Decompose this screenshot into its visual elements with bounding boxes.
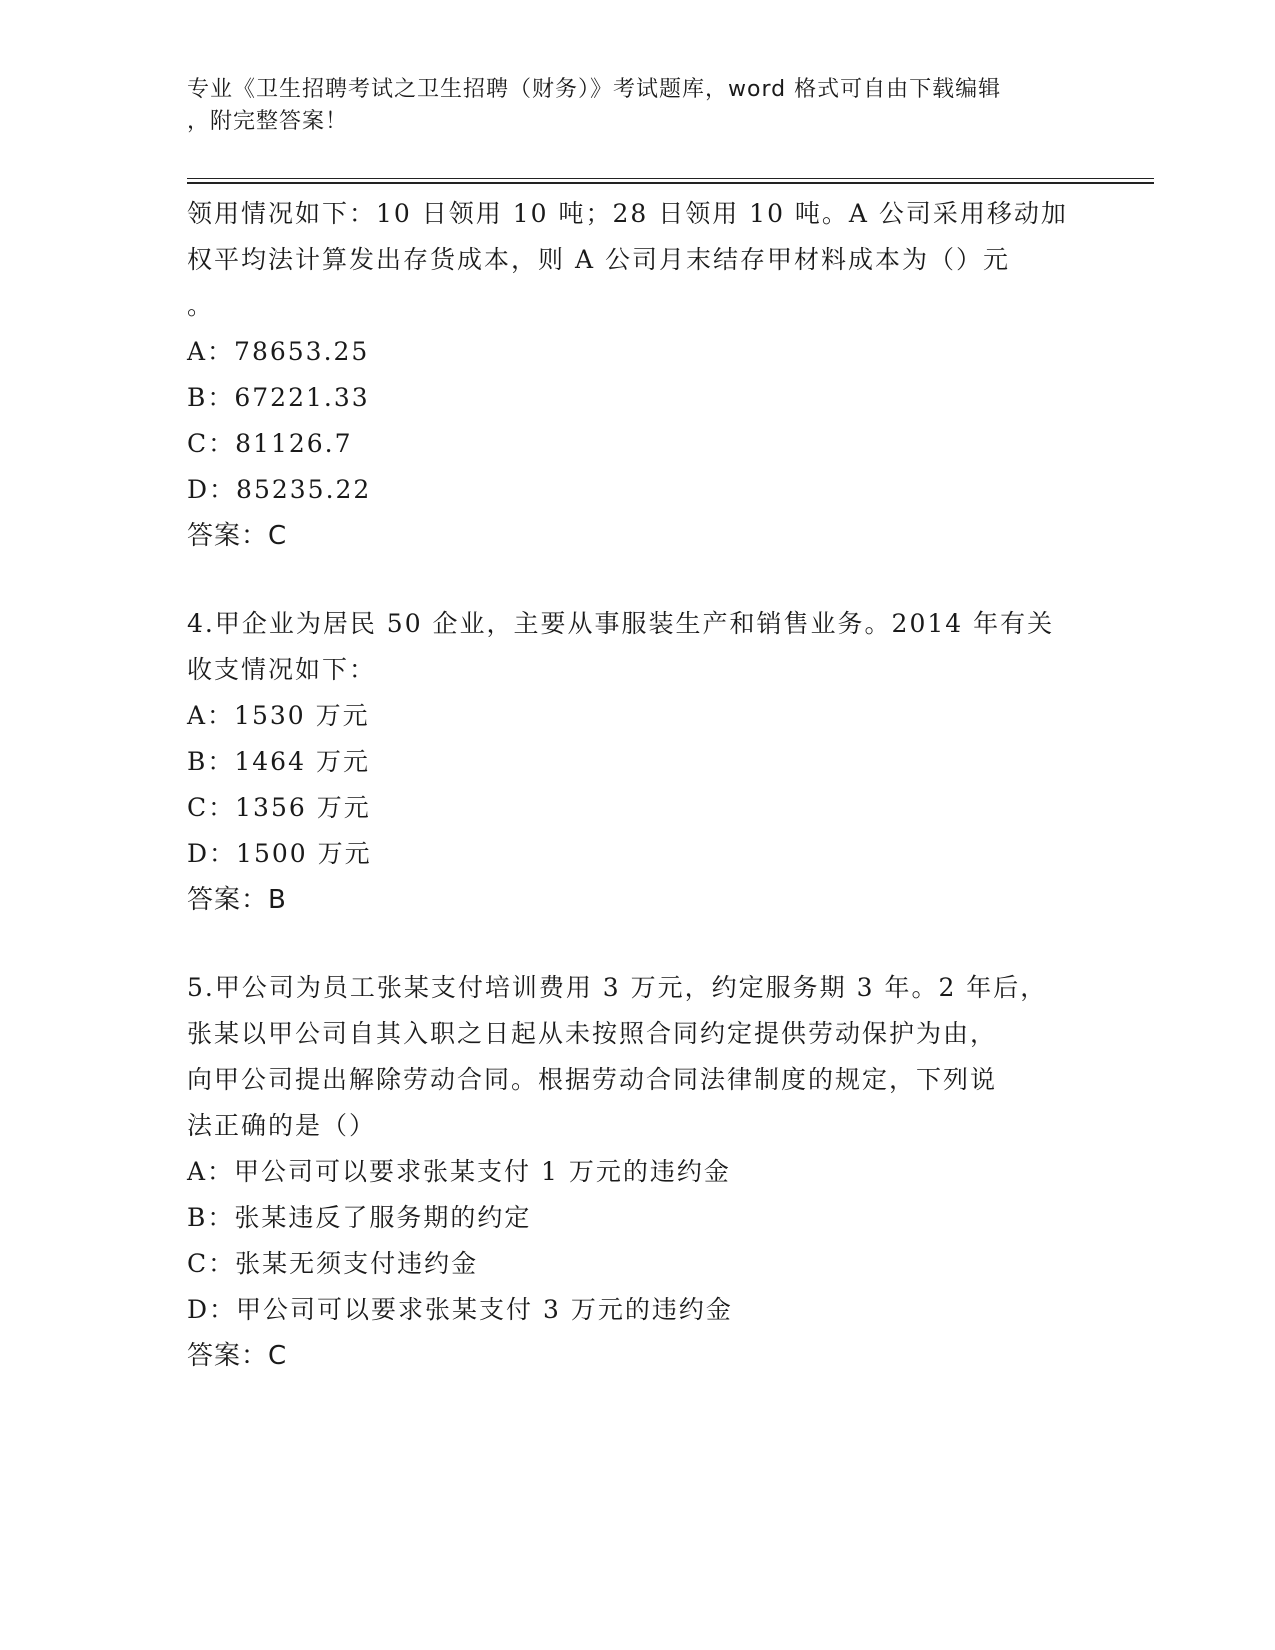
question-4 [187, 601, 1087, 923]
question-list [187, 191, 1087, 1379]
question-5-text-line: 向甲公司提出解除劳动合同。根据劳动合同法律制度的规定，下列说 [187, 1065, 998, 1094]
question-5 [187, 965, 1087, 1379]
question-5-option-b: B：张某违反了服务期的约定 [187, 1203, 532, 1232]
question-3-option-a: A：78653.25 [187, 337, 370, 366]
question-5-option-c: C：张某无须支付违约金 [187, 1249, 479, 1278]
question-4-option-a: A：1530 万元 [187, 701, 370, 730]
document-header [187, 74, 1067, 138]
question-3 [187, 191, 1087, 559]
header-line-2: ，附完整答案！ [187, 109, 349, 134]
question-spacer [187, 923, 1087, 965]
question-4-text-line: 4.甲企业为居民 50 企业，主要从事服装生产和销售业务。2014 年有关 [187, 609, 1055, 638]
question-3-text-line: 权平均法计算发出存货成本，则 A 公司月末结存甲材料成本为（）元 [187, 245, 1010, 274]
question-5-text-line: 5.甲公司为员工张某支付培训费用 3 万元，约定服务期 3 年。2 年后， [187, 973, 1048, 1002]
question-3-text-line: 领用情况如下：10 日领用 10 吨；28 日领用 10 吨。A 公司采用移动加 [187, 199, 1068, 228]
question-4-text-line: 收支情况如下： [187, 655, 377, 684]
question-5-answer: 答案：C [187, 1341, 288, 1371]
question-5-text-line: 张某以甲公司自其入职之日起从未按照合同约定提供劳动保护为由， [187, 1019, 998, 1048]
question-5-option-d: D：甲公司可以要求张某支付 3 万元的违约金 [187, 1295, 733, 1324]
question-3-answer: 答案：C [187, 521, 288, 551]
question-spacer [187, 559, 1087, 601]
question-4-option-c: C：1356 万元 [187, 793, 371, 822]
question-3-text-line: 。 [187, 291, 215, 320]
question-3-option-d: D：85235.22 [187, 475, 372, 504]
header-divider-thick [187, 182, 1154, 184]
question-3-option-c: C：81126.7 [187, 429, 353, 458]
question-5-text-line: 法正确的是（） [187, 1111, 377, 1140]
question-5-option-a: A：甲公司可以要求张某支付 1 万元的违约金 [187, 1157, 731, 1186]
question-4-option-d: D：1500 万元 [187, 839, 372, 868]
question-4-option-b: B：1464 万元 [187, 747, 370, 776]
question-4-answer: 答案：B [187, 885, 287, 915]
header-divider-thin [187, 178, 1154, 179]
question-3-option-b: B：67221.33 [187, 383, 370, 412]
header-line-1: 专业《卫生招聘考试之卫生招聘（财务）》考试题库，word 格式可自由下载编辑 [187, 77, 1002, 102]
